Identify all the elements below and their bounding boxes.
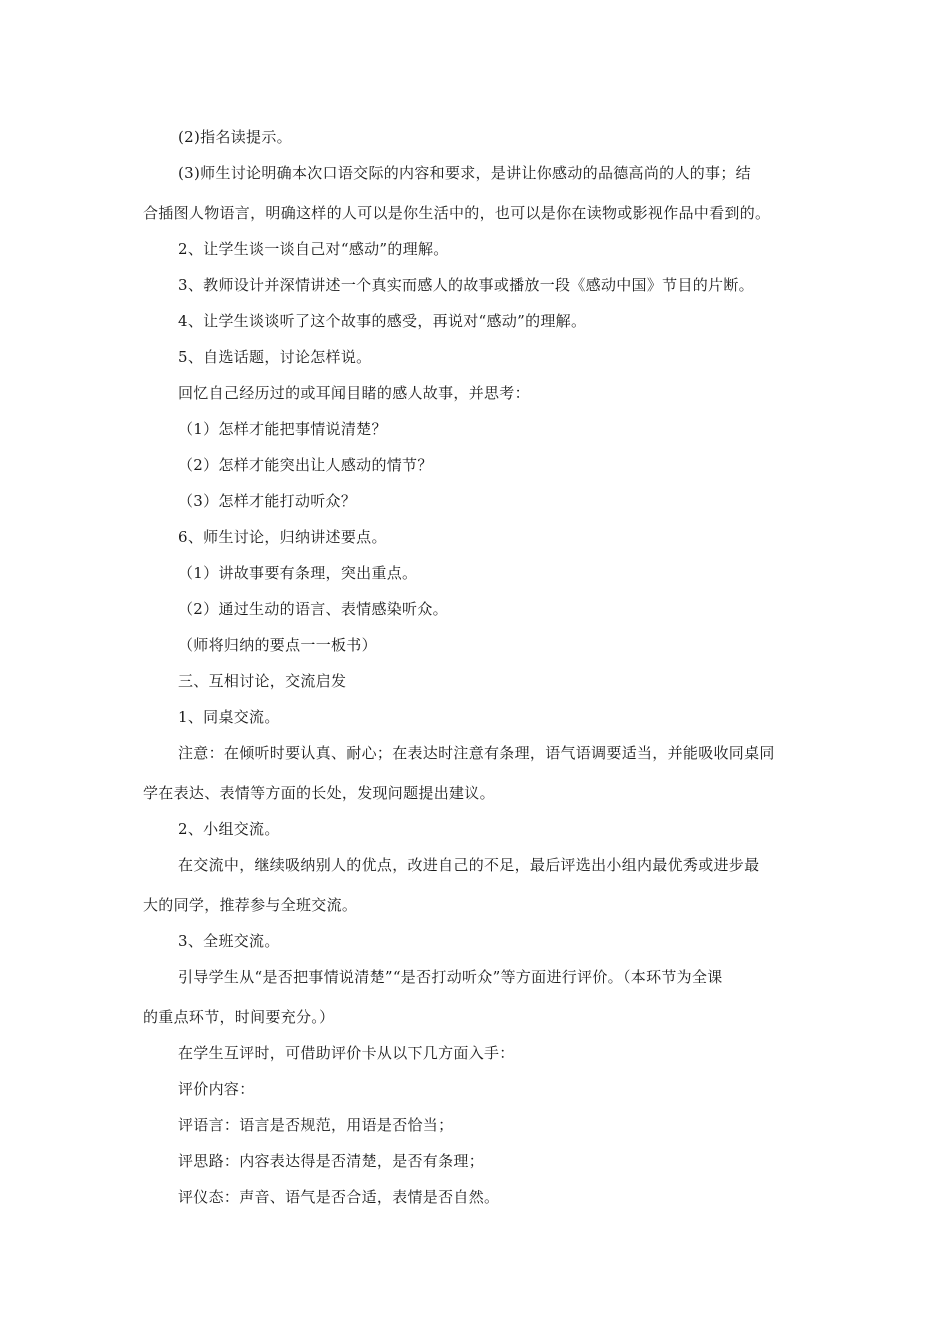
paragraph-line: 6、师生讨论，归纳讲述要点。 [178, 528, 387, 546]
paragraph-line: 回忆自己经历过的或耳闻目睹的感人故事，并思考： [178, 384, 530, 402]
paragraph-line: 2、让学生谈一谈自己对“感动”的理解。 [178, 240, 449, 258]
paragraph-line: （2）通过生动的语言、表情感染听众。 [178, 600, 448, 618]
paragraph-line: (3)师生讨论明确本次口语交际的内容和要求，是讲让你感动的品德高尚的人的事；结 [178, 164, 751, 182]
paragraph-line: (2)指名读提示。 [178, 128, 292, 146]
paragraph-line: 的重点环节，时间要充分。） [143, 1008, 335, 1026]
paragraph-line: 评价内容： [178, 1080, 255, 1098]
paragraph-line: 评语言：语言是否规范，用语是否恰当； [178, 1116, 454, 1134]
section-heading: 三、互相讨论，交流启发 [178, 672, 347, 690]
paragraph-line: 评仪态：声音、语气是否合适，表情是否自然。 [178, 1188, 500, 1206]
paragraph-line: 学在表达、表情等方面的长处，发现问题提出建议。 [143, 784, 495, 802]
paragraph-line: 3、全班交流。 [178, 932, 280, 950]
paragraph-line: 4、让学生谈谈听了这个故事的感受，再说对“感动”的理解。 [178, 312, 587, 330]
paragraph-line: 注意：在倾听时要认真、耐心；在表达时注意有条理，语气语调要适当，并能吸收同桌同 [178, 744, 775, 762]
paragraph-line: （1）怎样才能把事情说清楚？ [178, 420, 387, 438]
paragraph-line: 合插图人物语言，明确这样的人可以是你生活中的，也可以是你在读物或影视作品中看到的。 [143, 204, 771, 222]
paragraph-line: 评思路：内容表达得是否清楚，是否有条理； [178, 1152, 485, 1170]
paragraph-line: （师将归纳的要点一一板书） [178, 636, 377, 654]
paragraph-line: （2）怎样才能突出让人感动的情节？ [178, 456, 433, 474]
paragraph-line: 引导学生从“是否把事情说清楚”“是否打动听众”等方面进行评价。（本环节为全课 [178, 968, 723, 986]
paragraph-line: 在交流中，继续吸纳别人的优点，改进自己的不足，最后评选出小组内最优秀或进步最 [178, 856, 760, 874]
paragraph-line: （3）怎样才能打动听众？ [178, 492, 357, 510]
paragraph-line: 1、同桌交流。 [178, 708, 280, 726]
paragraph-line: 大的同学，推荐参与全班交流。 [143, 896, 358, 914]
paragraph-line: 2、小组交流。 [178, 820, 280, 838]
paragraph-line: 在学生互评时，可借助评价卡从以下几方面入手： [178, 1044, 515, 1062]
paragraph-line: 3、教师设计并深情讲述一个真实而感人的故事或播放一段《感动中国》节目的片断。 [178, 276, 754, 294]
paragraph-line: 5、自选话题，讨论怎样说。 [178, 348, 372, 366]
paragraph-line: （1）讲故事要有条理，突出重点。 [178, 564, 418, 582]
